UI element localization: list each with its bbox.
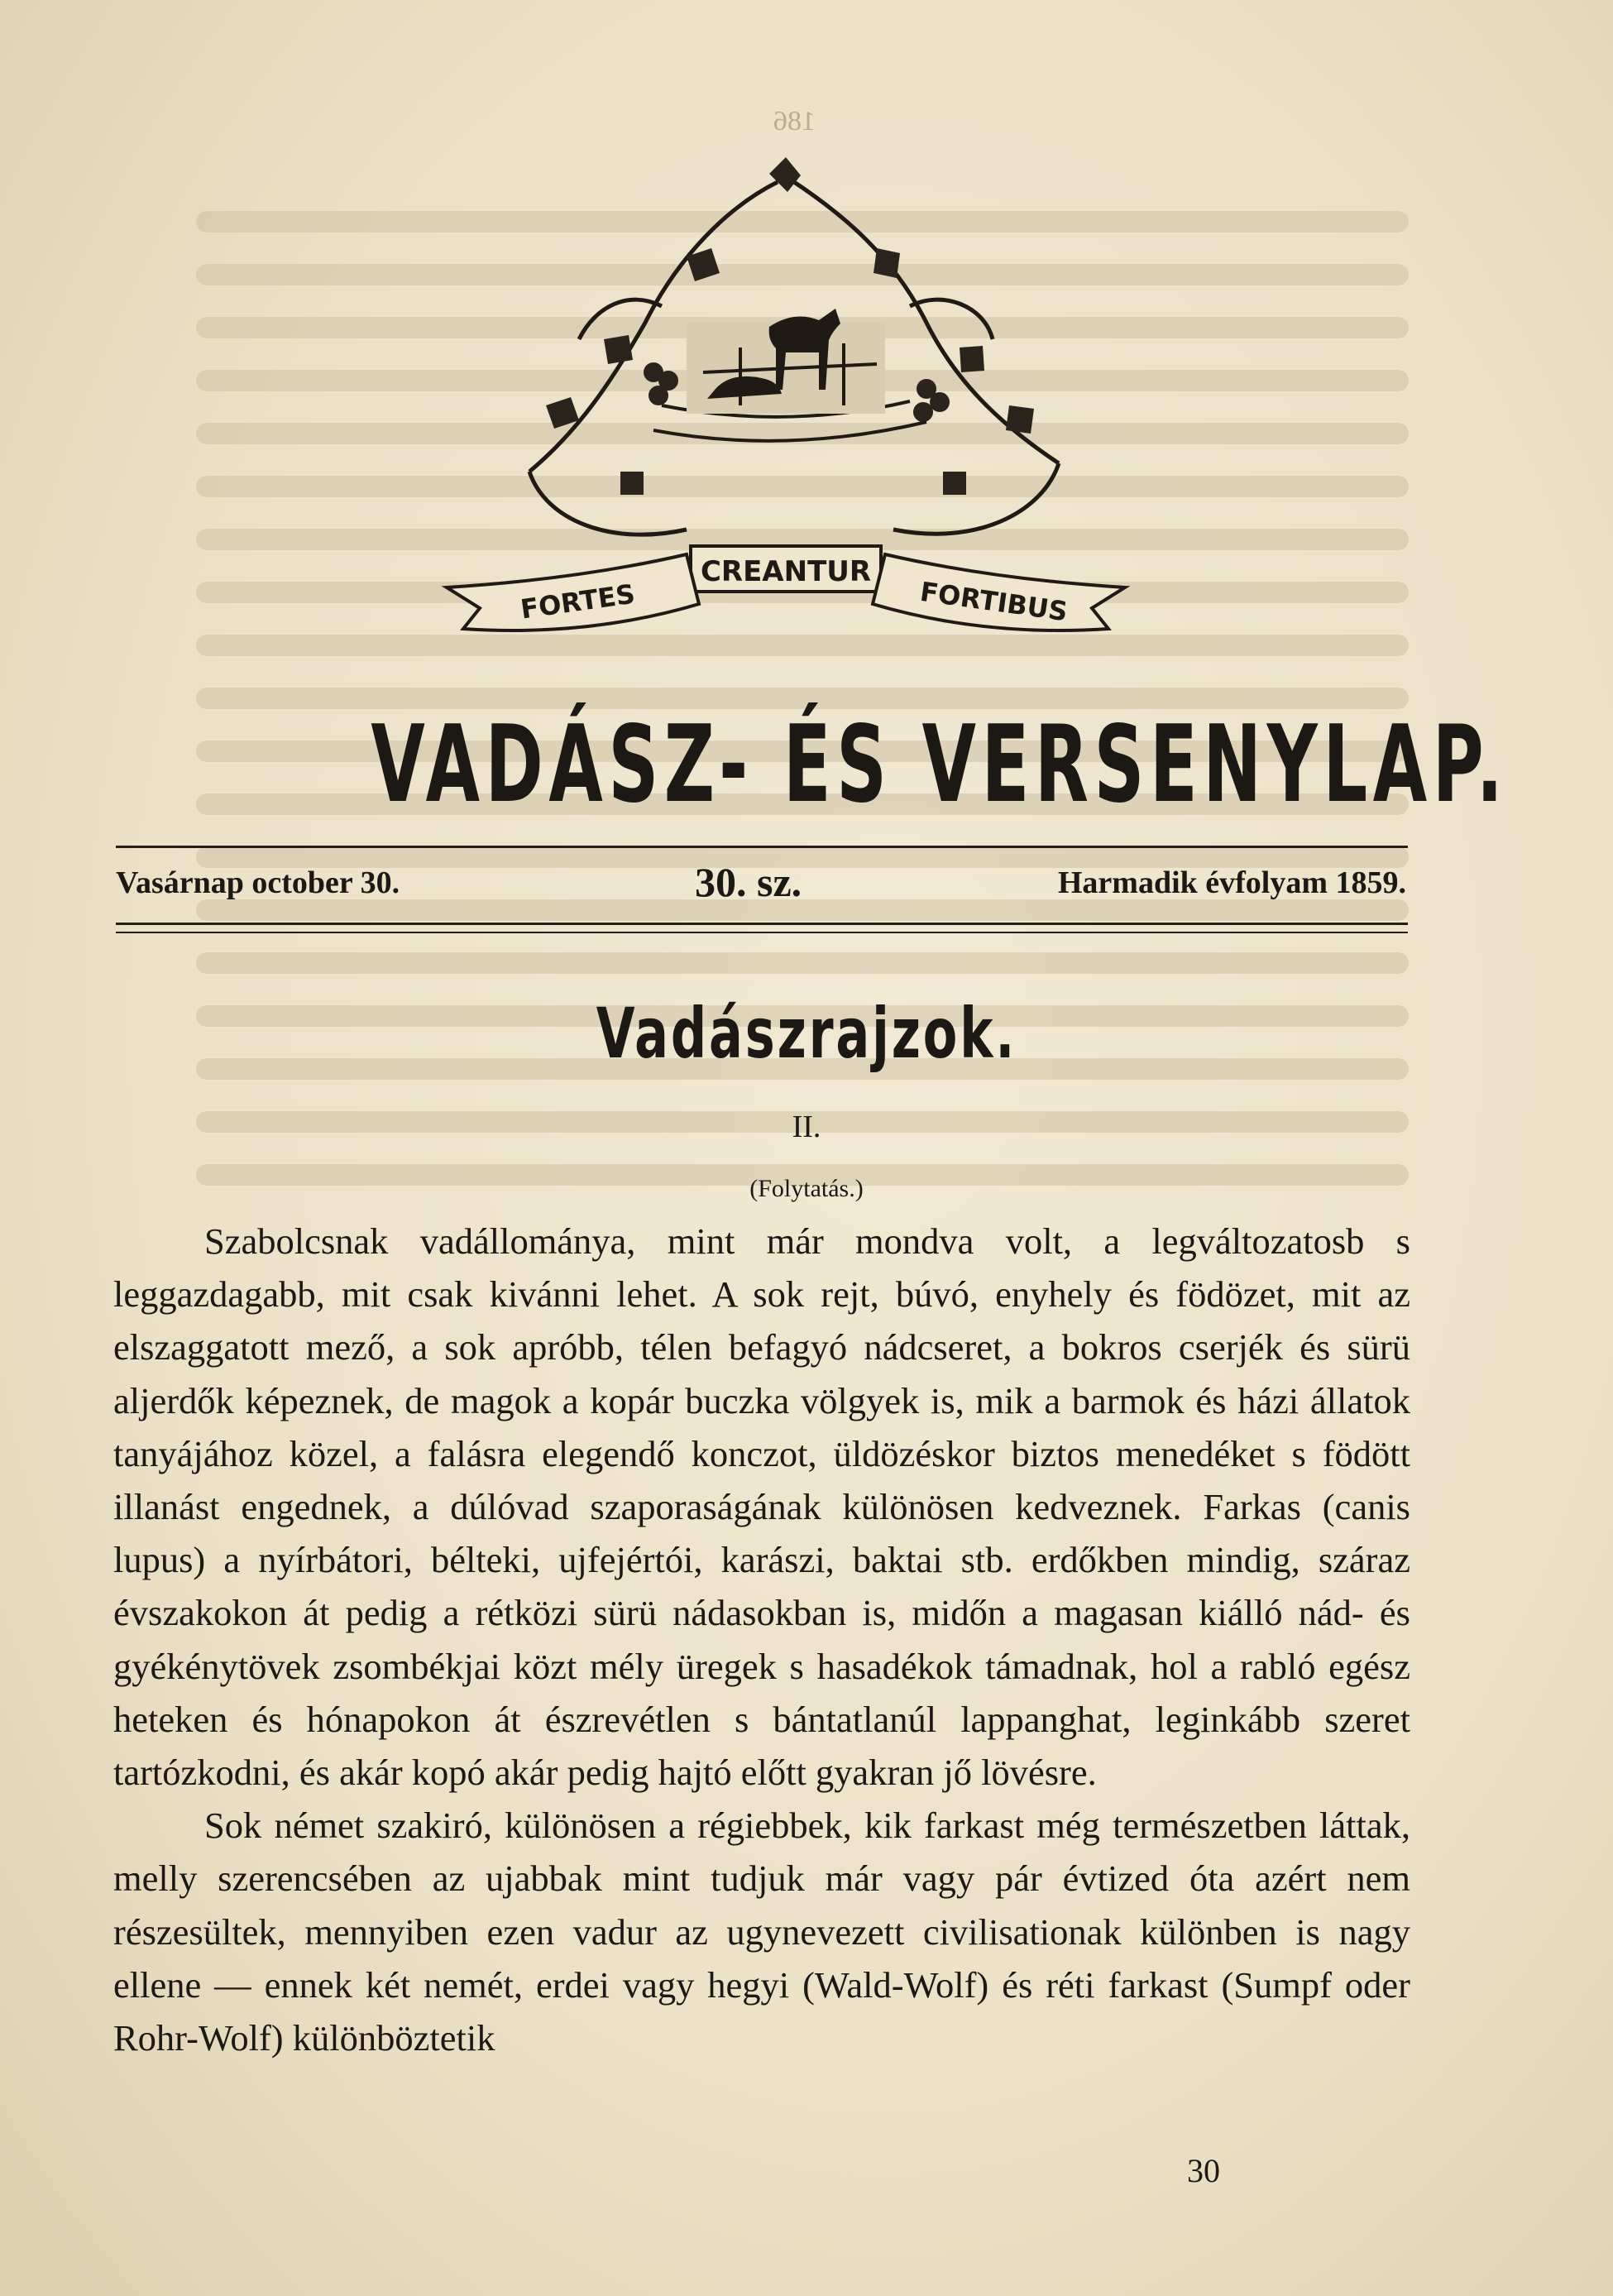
- reverse-page-number: 186: [773, 106, 816, 137]
- motto-left: FORTES: [519, 578, 637, 626]
- paragraph: Szabolcsnak vadállománya, mint már mondva volt, a legváltozatosb s leggazdagabb, mit csak kivánni lehet. A sok rejt, búvó, enyhely és födözet, mit az elszaggatott mező, a sok apróbb, télen befagyó nádcseret, a bokros cserjék és sürü aljerdők képeznek, de magok a kopár buczka völgyek is, mik a barmok és házi állatok tanyájához közel, a falásra elegendő konczot, üldözéskor biztos menedéket s födött illanást engednek, a dúlóvad szaporaságának különösen kedveznek. Farkas (canis lupus) a nyírbátori, bélteki, ujfejértói, karászi, baktai stb. erdőkben mindig, száraz évszakokon át pedig a rétközi sürü nádasokban is, midőn a magasan kiálló nád- és gyékénytövek zsombékjai közt mély üregek s hasadékok támadnak, hol a rabló egész heteken és hónapokon át észrevétlen s bántatlanúl lappanghat, leginkább szeret tartózkodni, és akár kopó akár pedig hajtó előtt gyakran jő lövésre.: [113, 1220, 1410, 1794]
- issue-rule-top: [116, 923, 1408, 925]
- issue-line: [116, 859, 1406, 914]
- vine-wreath-illustration: [414, 157, 1158, 687]
- continuation-note: (Folytatás.): [749, 1175, 864, 1202]
- issue-number: 30. sz.: [695, 859, 802, 905]
- motto-center: CREANTUR: [700, 555, 872, 588]
- journal-masthead: VADÁSZ- ÉS VERSENYLAP.: [371, 703, 1509, 827]
- issue-date: Vasárnap october 30.: [116, 865, 400, 900]
- motto-right: FORTIBUS: [918, 575, 1070, 628]
- page-folio: 30: [1187, 2152, 1220, 2189]
- issue-rule-bottom: [116, 932, 1408, 933]
- article-title: Vadászrajzok.: [596, 993, 1017, 1074]
- paragraph: Sok német szakiró, különösen a régiebbek, kik farkast még természetben láttak, melly szerencsében az ujabbak mint tudjuk már vagy pár évtized óta azért nem részesültek, mennyiben ezen vadur az ugynevezett civilisationak különben is nagy ellene — ennek két nemét, erdei vagy hegyi (Wald-Wolf) és réti farkast (Sumpf oder Rohr-Wolf) különböztetik: [113, 1805, 1410, 2059]
- article-part: II.: [792, 1110, 821, 1144]
- masthead-rule: [116, 846, 1408, 848]
- article-body: [113, 1215, 1410, 2064]
- issue-volume: Harmadik évfolyam 1859.: [1057, 865, 1406, 900]
- masthead-emblem: [414, 157, 1158, 687]
